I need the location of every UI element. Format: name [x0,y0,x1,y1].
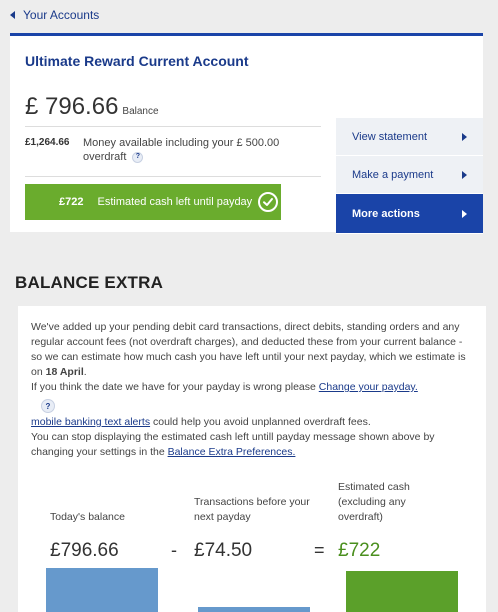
estimated-cash-bar [346,571,458,612]
preferences-text: You can stop displaying the estimated cash left untill payday message shown above by changing your settings in the [31,431,435,458]
explanation-text: We've added up your pending debit card transactions, direct debits, standing orders and any regular account fees (not overdraft charges), and deducted these from your current balance - so we can estimate how much cash you have left until your next payday, which we estimate is on [31,321,466,378]
todays-balance-label: Today's balance [50,511,125,523]
help-icon[interactable]: ? [41,399,55,413]
explanation-paragraph [31,320,471,380]
divider [25,126,321,127]
change-payday-link[interactable]: Change your payday. [318,381,418,393]
view-statement-label: View statement [352,130,428,143]
back-to-accounts-link[interactable] [10,8,99,22]
balance-label: Balance [122,106,159,117]
account-title: Ultimate Reward Current Account [25,53,249,69]
balance-row [25,93,159,121]
chevron-right-icon [462,210,467,218]
estimated-cash-banner [25,184,281,220]
minus-sign: - [171,540,177,560]
chevron-left-icon [10,11,15,19]
todays-balance-bar [46,568,158,612]
chevron-right-icon [462,133,467,141]
transactions-label: Transactions before your next payday [194,496,310,523]
payday-text: If you think the date we have for your payday is wrong please [31,381,319,393]
estimated-cash-value: £722 [338,540,381,561]
cash-calculation [18,476,486,612]
check-circle-icon [258,192,278,212]
available-description: Money available including your £ 500.00 overdraft [83,137,280,163]
transactions-bar [198,607,310,612]
account-actions-menu [336,118,483,234]
help-icon[interactable]: ? [132,152,143,163]
transactions-value: £74.50 [194,540,253,561]
more-actions-button[interactable] [336,194,483,234]
preferences-paragraph [31,430,471,460]
explanation-end: . [83,366,87,378]
section-title: BALANCE EXTRA [15,273,164,292]
available-amount: £1,264.66 [25,137,70,148]
more-actions-label: More actions [352,207,420,220]
todays-balance-value: £796.66 [50,540,119,561]
balance-extra-preferences-link[interactable]: Balance Extra Preferences. [167,446,296,458]
make-payment-button[interactable] [336,156,483,194]
payday-date: 18 April [45,366,84,378]
text-alerts-link[interactable]: mobile banking text alerts [31,416,151,428]
account-summary-card [10,33,483,232]
alerts-paragraph [31,415,471,430]
estimated-cash-col-label: Estimated cash (excluding any overdraft) [338,481,410,523]
back-link-label: Your Accounts [23,8,100,22]
balance-amount: £ 796.66 [25,93,119,120]
balance-extra-card [18,306,486,612]
estimated-cash-amount: £722 [59,196,84,208]
available-text [83,136,303,164]
divider [25,176,321,177]
chevron-right-icon [462,171,467,179]
balance-extra-text [31,320,471,460]
make-payment-label: Make a payment [352,168,434,181]
payday-paragraph [31,380,471,395]
view-statement-button[interactable] [336,118,483,156]
estimated-cash-label: Estimated cash left until payday [97,196,253,208]
alerts-text: could help you avoid unplanned overdraft fees. [150,416,371,428]
equals-sign: = [314,540,325,560]
